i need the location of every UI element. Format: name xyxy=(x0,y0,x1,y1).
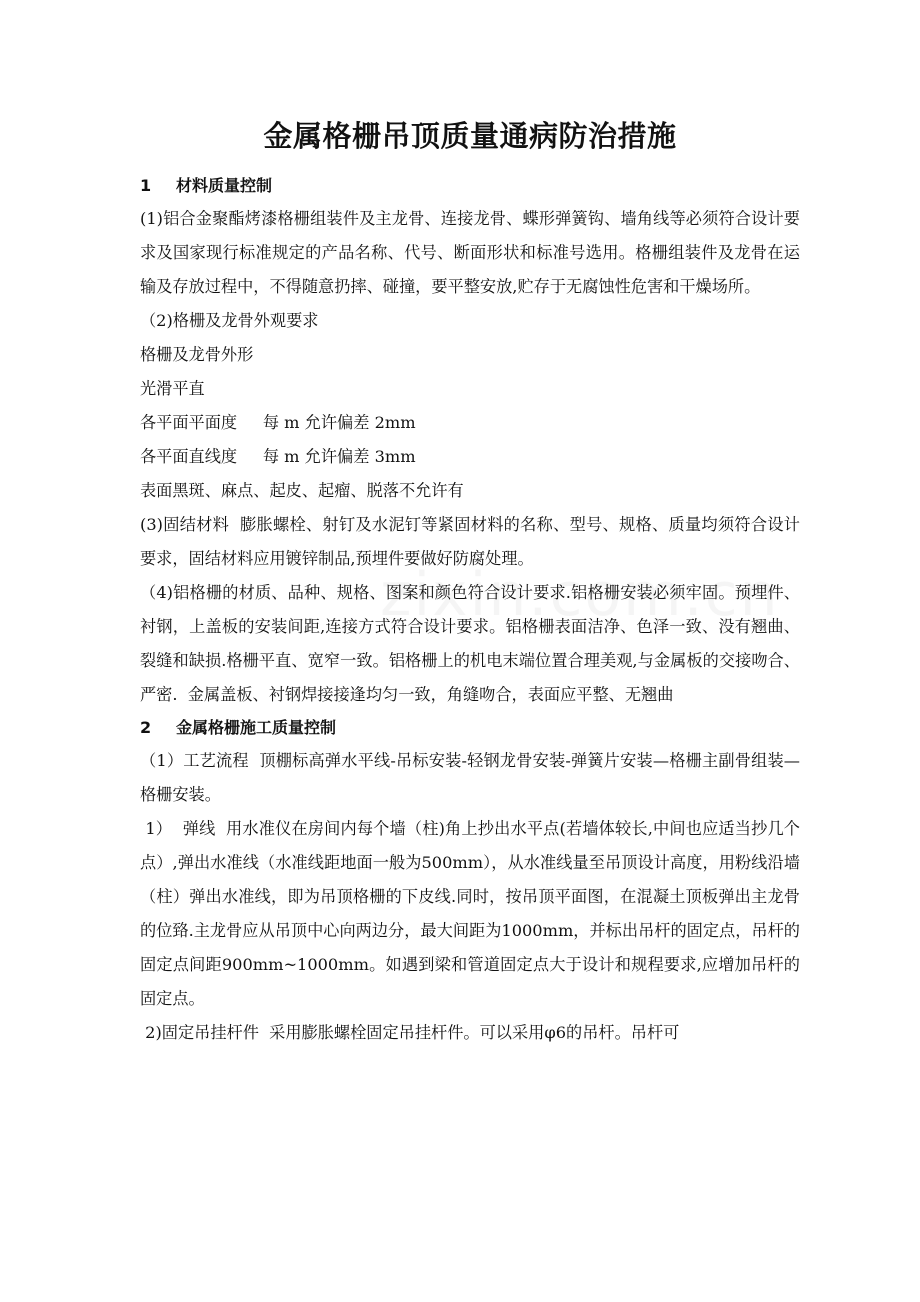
paragraph-material-1: (1)铝合金聚酯烤漆格栅组装件及主龙骨、连接龙骨、蝶形弹簧钩、墙角线等必须符合设计要求及国家现行标准规定的产品名称、代号、断面形状和标准号选用。格栅组装件及龙骨在运输及存放过程中，不得随意扔摔、碰撞，要平整安放,贮存于无腐蚀性危害和干燥场所。 xyxy=(140,209,800,296)
section-heading-2 xyxy=(140,712,800,744)
paragraph-fixing-hangers: 2)固定吊挂杆件 采用膨胀螺栓固定吊挂杆件。可以采用φ6的吊杆。吊杆可 xyxy=(140,1023,680,1042)
paragraph-flatness: 各平面平面度 每 m 允许偏差 2mm xyxy=(140,413,416,432)
paragraph-process-flow: （1）工艺流程 顶棚标高弹水平线-吊标安装-轻钢龙骨安装-弹簧片安装—格栅主副骨组装—格栅安装。 xyxy=(140,751,800,804)
paragraph-fixing-materials: (3)固结材料 膨胀螺栓、射钉及水泥钉等紧固材料的名称、型号、规格、质量均须符合设计要求，固结材料应用镀锌制品,预埋件要做好防腐处理。 xyxy=(140,515,800,568)
document-title: 金属格栅吊顶质量通病防治措施 xyxy=(263,119,677,153)
paragraph-appearance-smooth: 光滑平直 xyxy=(140,379,205,398)
section-number-2: 2 xyxy=(140,718,152,737)
paragraph-snapping-line: 1） 弹线 用水准仪在房间内每个墙（柱)角上抄出水平点(若墙体较长,中间也应适当抄几个点）,弹出水准线（水准线距地面一般为500mm），从水准线量至吊顶设计高度，用粉线沿墙（柱）弹出水准线，即为吊顶格栅的下皮线.同时，按吊顶平面图，在混凝土顶板弹出主龙骨的位臵.主龙骨应从吊顶中心向两边分，最大间距为1000mm，并标出吊杆的固定点，吊杆的 固定点间距900mm~1000mm。如遇到梁和管道固定点大于设计和规程要求,应增加吊杆的固定点。 xyxy=(140,819,806,1008)
section-title-2: 金属格栅施工质量控制 xyxy=(176,718,337,737)
paragraph-appearance-shape: 格栅及龙骨外形 xyxy=(140,345,254,364)
section-number-1: 1 xyxy=(140,176,152,195)
paragraph-surface-defects: 表面黑斑、麻点、起皮、起瘤、脱落不允许有 xyxy=(140,481,464,500)
section-heading-1 xyxy=(140,170,800,202)
paragraph-material-2: （2)格栅及龙骨外观要求 xyxy=(140,311,319,330)
paragraph-straightness: 各平面直线度 每 m 允许偏差 3mm xyxy=(140,447,416,466)
section-title-1: 材料质量控制 xyxy=(176,176,273,195)
document-page xyxy=(140,112,806,1050)
paragraph-aluminum-grille: （4)铝格栅的材质、品种、规格、图案和颜色符合设计要求.铝格栅安装必须牢固。预埋件、衬钢，上盖板的安装间距,连接方式符合设计要求。铝格栅表面洁净、色泽一致、没有翘曲、裂缝和缺损.格栅平直、宽窄一致。铝格栅上的机电末端位置合理美观,与金属板的交接吻合、严密. 金属盖板、衬钢焊接接逢均匀一致，角缝吻合，表面应平整、无翘曲 xyxy=(140,583,800,704)
